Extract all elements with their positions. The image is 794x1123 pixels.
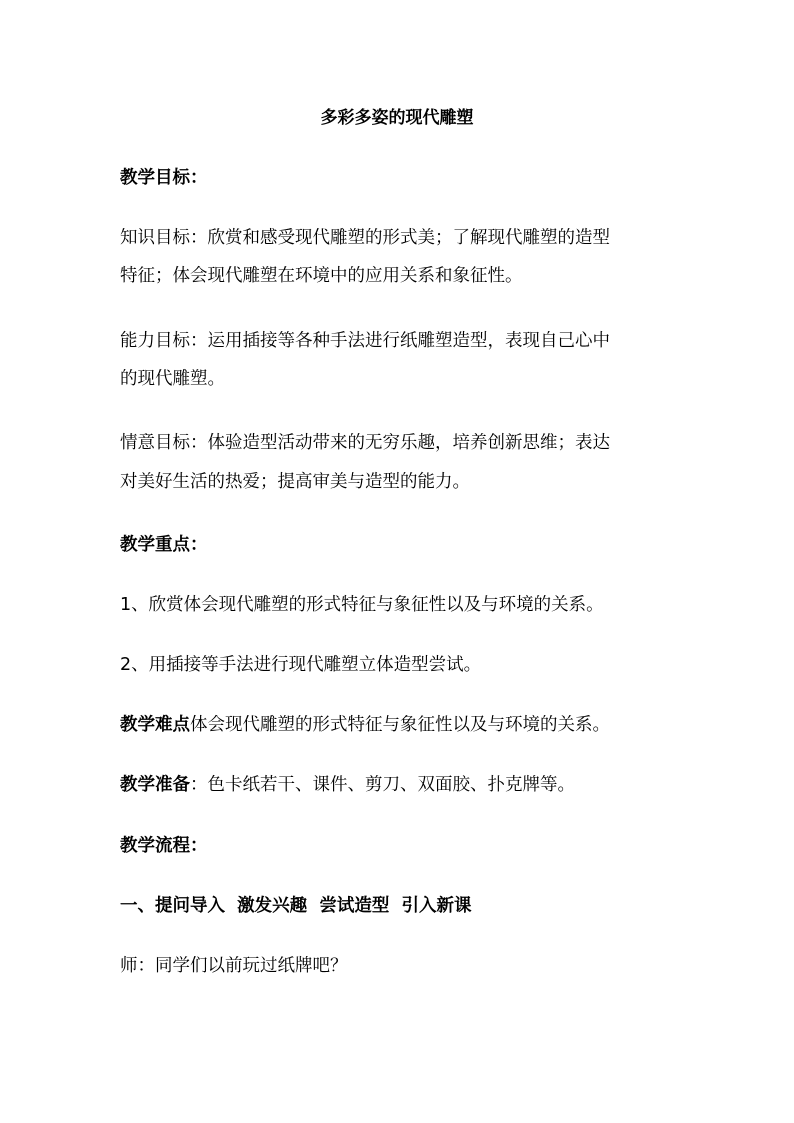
- document-title: 多彩多姿的现代雕塑: [320, 108, 474, 128]
- process-heading: 教学流程：: [120, 836, 208, 856]
- emotion-objective-line-2: 对美好生活的热爱；提高审美与造型的能力。: [120, 472, 470, 492]
- ability-objective-line-2: 的现代雕塑。: [120, 369, 225, 389]
- knowledge-objective-line-2: 特征；体会现代雕塑在环境中的应用关系和象征性。: [120, 266, 523, 286]
- objectives-heading: 教学目标：: [120, 168, 208, 188]
- knowledge-objective-line-1: 知识目标：欣赏和感受现代雕塑的形式美；了解现代雕塑的造型: [120, 228, 610, 248]
- preparation-line: [120, 773, 680, 797]
- ability-objective-line-1: 能力目标：运用插接等各种手法进行纸雕塑造型，表现自己心中: [120, 331, 610, 351]
- difficulty-line: [120, 713, 680, 737]
- difficulty-text: 体会现代雕塑的形式特征与象征性以及与环境的关系。: [190, 715, 610, 735]
- preparation-text: ：色卡纸若干、课件、剪刀、双面胶、扑克牌等。: [190, 775, 575, 795]
- key-point-1: 1、欣赏体会现代雕塑的形式特征与象征性以及与环境的关系。: [120, 595, 604, 615]
- difficulty-label: 教学难点: [120, 715, 190, 735]
- preparation-label: 教学准备: [120, 775, 190, 795]
- key-points-heading: 教学重点：: [120, 535, 208, 555]
- emotion-objective-line-1: 情意目标：体验造型活动带来的无穷乐趣，培养创新思维；表达: [120, 433, 610, 453]
- key-point-2: 2、用插接等手法进行现代雕塑立体造型尝试。: [120, 655, 482, 675]
- teacher-line: 师：同学们以前玩过纸牌吧？: [120, 956, 348, 976]
- section-1-heading: 一、提问导入 激发兴趣 尝试造型 引入新课: [120, 896, 472, 916]
